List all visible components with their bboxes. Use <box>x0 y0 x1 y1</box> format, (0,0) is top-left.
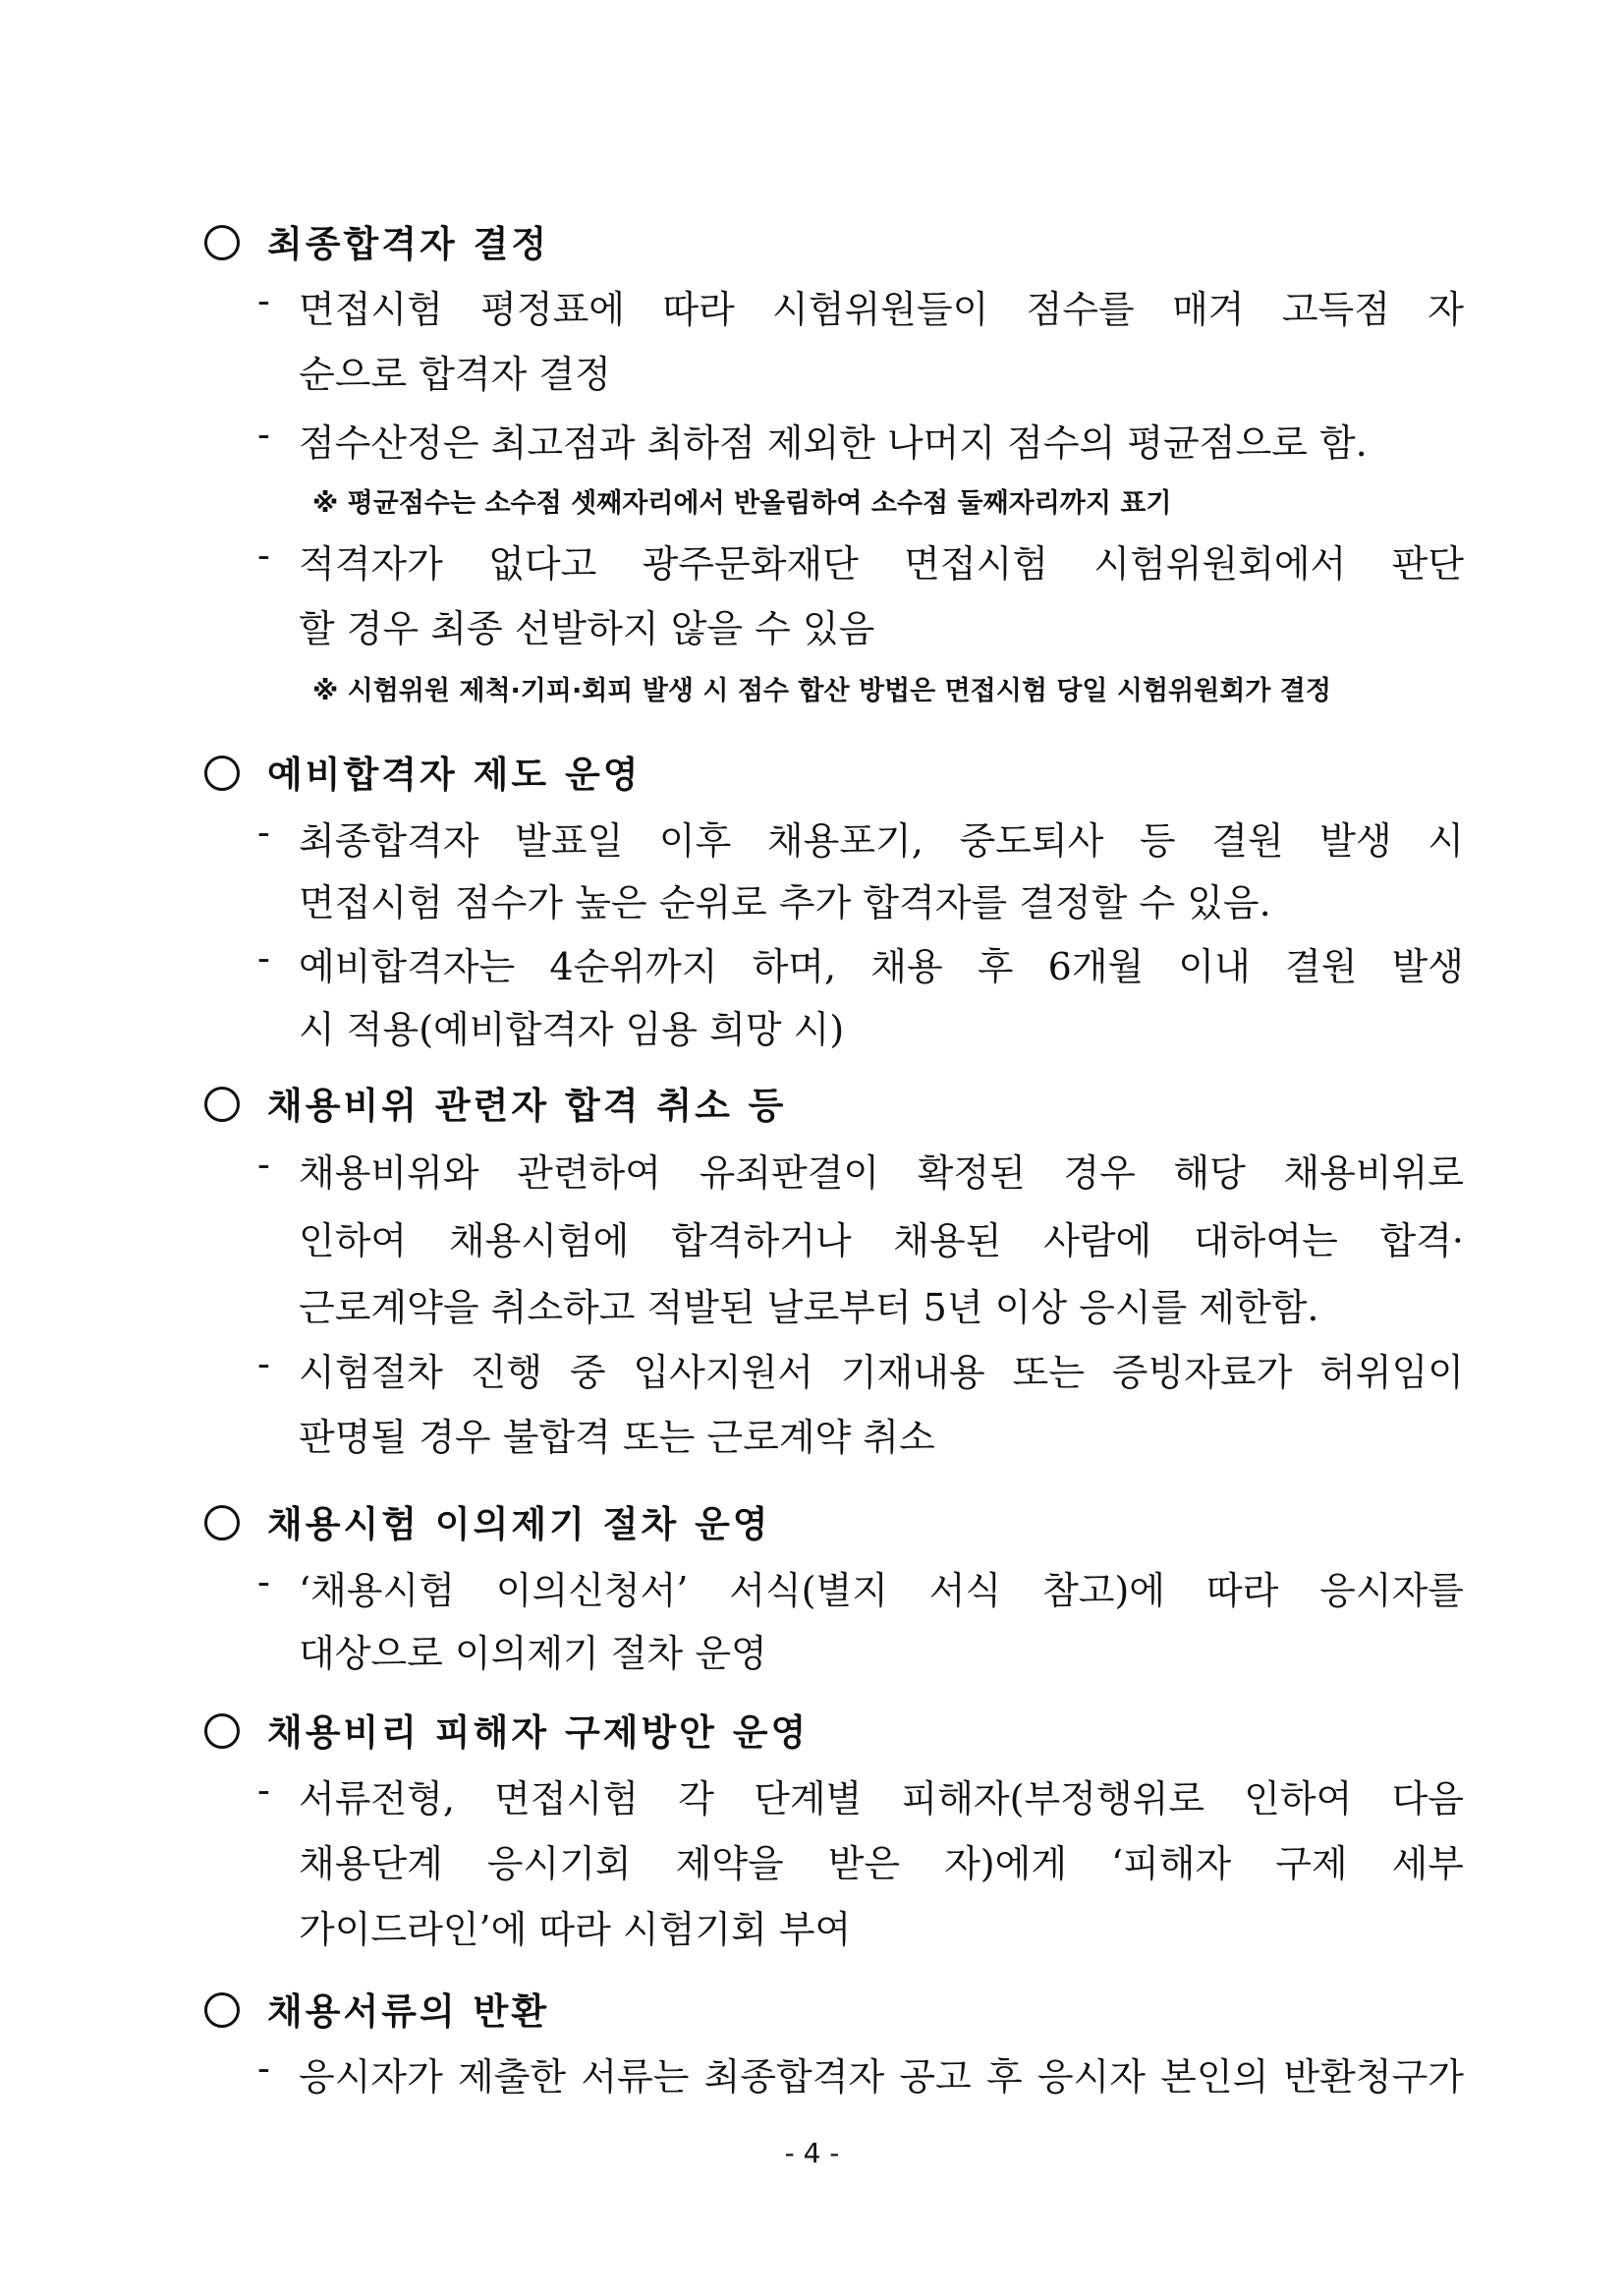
section-heading <box>204 1494 771 1547</box>
section-title: 채용시험 이의제기 절차 운영 <box>267 1503 771 1545</box>
circle-bullet-icon <box>204 1713 240 1749</box>
note-line: ※ 평균점수는 소수점 셋째자리에서 반올림하여 소수점 둘째자리까지 표기 <box>312 488 1172 519</box>
section-title: 채용비위 관련자 합격 취소 등 <box>267 1085 787 1127</box>
circle-bullet-icon <box>204 756 240 791</box>
section-heading <box>204 1703 809 1756</box>
circle-bullet-icon <box>204 1505 240 1540</box>
section-heading <box>204 1076 786 1129</box>
circle-bullet-icon <box>204 1087 240 1122</box>
section-title: 채용비리 피해자 구제방안 운영 <box>267 1711 810 1754</box>
section-title: 예비합격자 제도 운영 <box>267 754 642 796</box>
section-title: 채용서류의 반환 <box>267 1990 550 2033</box>
page-number: - 4 - <box>784 2137 840 2169</box>
section-heading <box>204 1982 549 2035</box>
note-line: ※ 시험위원 제척·기피·회피 발생 시 점수 합산 방법은 면접시험 당일 시험위원회가 결정 <box>312 676 1331 706</box>
circle-bullet-icon <box>204 225 240 260</box>
section-heading <box>204 214 549 267</box>
circle-bullet-icon <box>204 1992 240 2028</box>
document-page: 최종합격자 결정 면접시험 평정표에 따라 시험위원들이 점수를 매겨 고득점 자 순으로 합격자 결정 점수산정은 최고점과 최하점 제외한 나머지 점수의 평균점으로 함. ※ 평균점수는 소수점 셋째자리에서 반올림하여 소수점 둘째자리까지 표기 적격자가 없다고 광주문화재단 면접시험 시험위원회에서 판단 할 경우 최종 선발하지 않을 수 있음 ※ 시험위원 제척·기피·회피 발생 시 점수 합산 방법은 면접시험 당일 시험위원회가 결정 예비합격자 제도 운영 최종합격자 발표일 이후 채용포기, 중도퇴사 등 결원 발생 시 면접시험 점수가 높은 순위로 추가 합격자를 결정할 수 있음. 예비합격자는 4순위까지 하며, 채용 후 6개월 이내 결원 발생 시 적용(예비합격자 임용 희망 시) 채용비위 관련자 합격 취소 등 채용비위와 관련하여 유죄판결이 확정된 경우 해당 채용비위로 인하여 채용시험에 합격하거나 채용된 사람에 대하여는 합격· 근로계약을 취소하고 적발된 날로부터 5년 이상 응시를 제한함. 시험절차 진행 중 입사지원서 기재내용 또는 증빙자료가 허위임이 판명될 경우 불합격 또는 근로계약 취소 채용시험 이의제기 절차 운영 ‘채용시험 이의신청서’ 서식(별지 서식 참고)에 따라 응시자를 대상으로 이의제기 절차 운영 채용비리 피해자 구제방안 운영 서류전형, 면접시험 각 단계별 피해자(부정행위로 인하여 다음 채용단계 응시기회 제약을 받은 자)에게 ‘피해자 구제 세부 가이드라인’에 따라 시험기회 부여 채용서류의 반환 응시자가 제출한 서류는 최종합격자 공고 후 응시자 본인의 반환청구가 - 4 - <box>0 0 1624 2296</box>
section-heading <box>204 745 641 798</box>
section-title: 최종합격자 결정 <box>267 223 550 265</box>
